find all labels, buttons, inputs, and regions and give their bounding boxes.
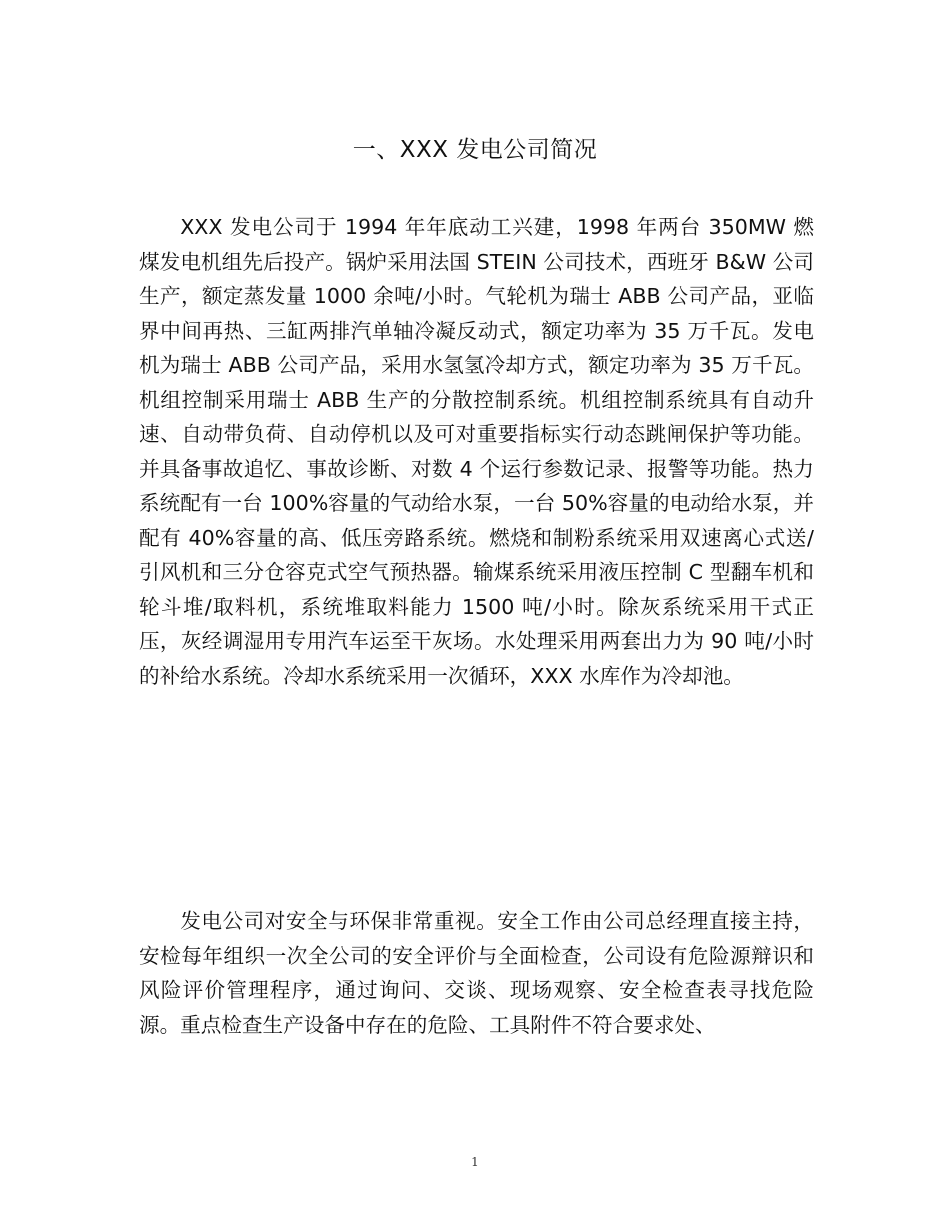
page-number: 1 — [471, 1155, 479, 1169]
page-title: 一、XXX 发电公司简况 — [352, 137, 598, 163]
body-paragraph-overview: XXX 发电公司于 1994 年年底动工兴建，1998 年两台 350MW 燃煤发电机组先后投产。锅炉采用法国 STEIN 公司技术，西班牙 B&W 公司生产，额定蒸发量 1000 余吨/小时。气轮机为瑞士 ABB 公司产品，亚临界中间再热、三缸两排汽单轴冷凝反动式，额定功率为 35 万千瓦。发电机为瑞士 ABB 公司产品，采用水氢氢冷却方式，额定功率为 35 万千瓦。机组控制采用瑞士 ABB 生产的分散控制系统。机组控制系统具有自动升速、自动带负荷、自动停机以及可对重要指标实行动态跳闸保护等功能。并具备事故追忆、事故诊断、对数 4 个运行参数记录、报警等功能。热力系统配有一台 100%容量的气动给水泵，一台 50%容量的电动给水泵，并配有 40%容量的高、低压旁路系统。燃烧和制粉系统采用双速离心式送/引风机和三分仓容克式空气预热器。输煤系统采用液压控制 C 型翻车机和轮斗堆/取料机，系统堆取料能力 1500 吨/小时。除灰系统采用干式正压，灰经调湿用专用汽车运至干灰场。水处理采用两套出力为 90 吨/小时的补给水系统。冷却水系统采用一次循环，XXX 水库作为冷却池。 — [139, 215, 814, 688]
body-paragraph-safety: 发电公司对安全与环保非常重视。安全工作由公司总经理直接主持，安检每年组织一次全公司的安全评价与全面检查，公司设有危险源辩识和风险评价管理程序，通过询问、交谈、现场观察、安全检查表寻找危险源。重点检查生产设备中存在的危险、工具附件不符合要求处、 — [139, 909, 814, 1037]
